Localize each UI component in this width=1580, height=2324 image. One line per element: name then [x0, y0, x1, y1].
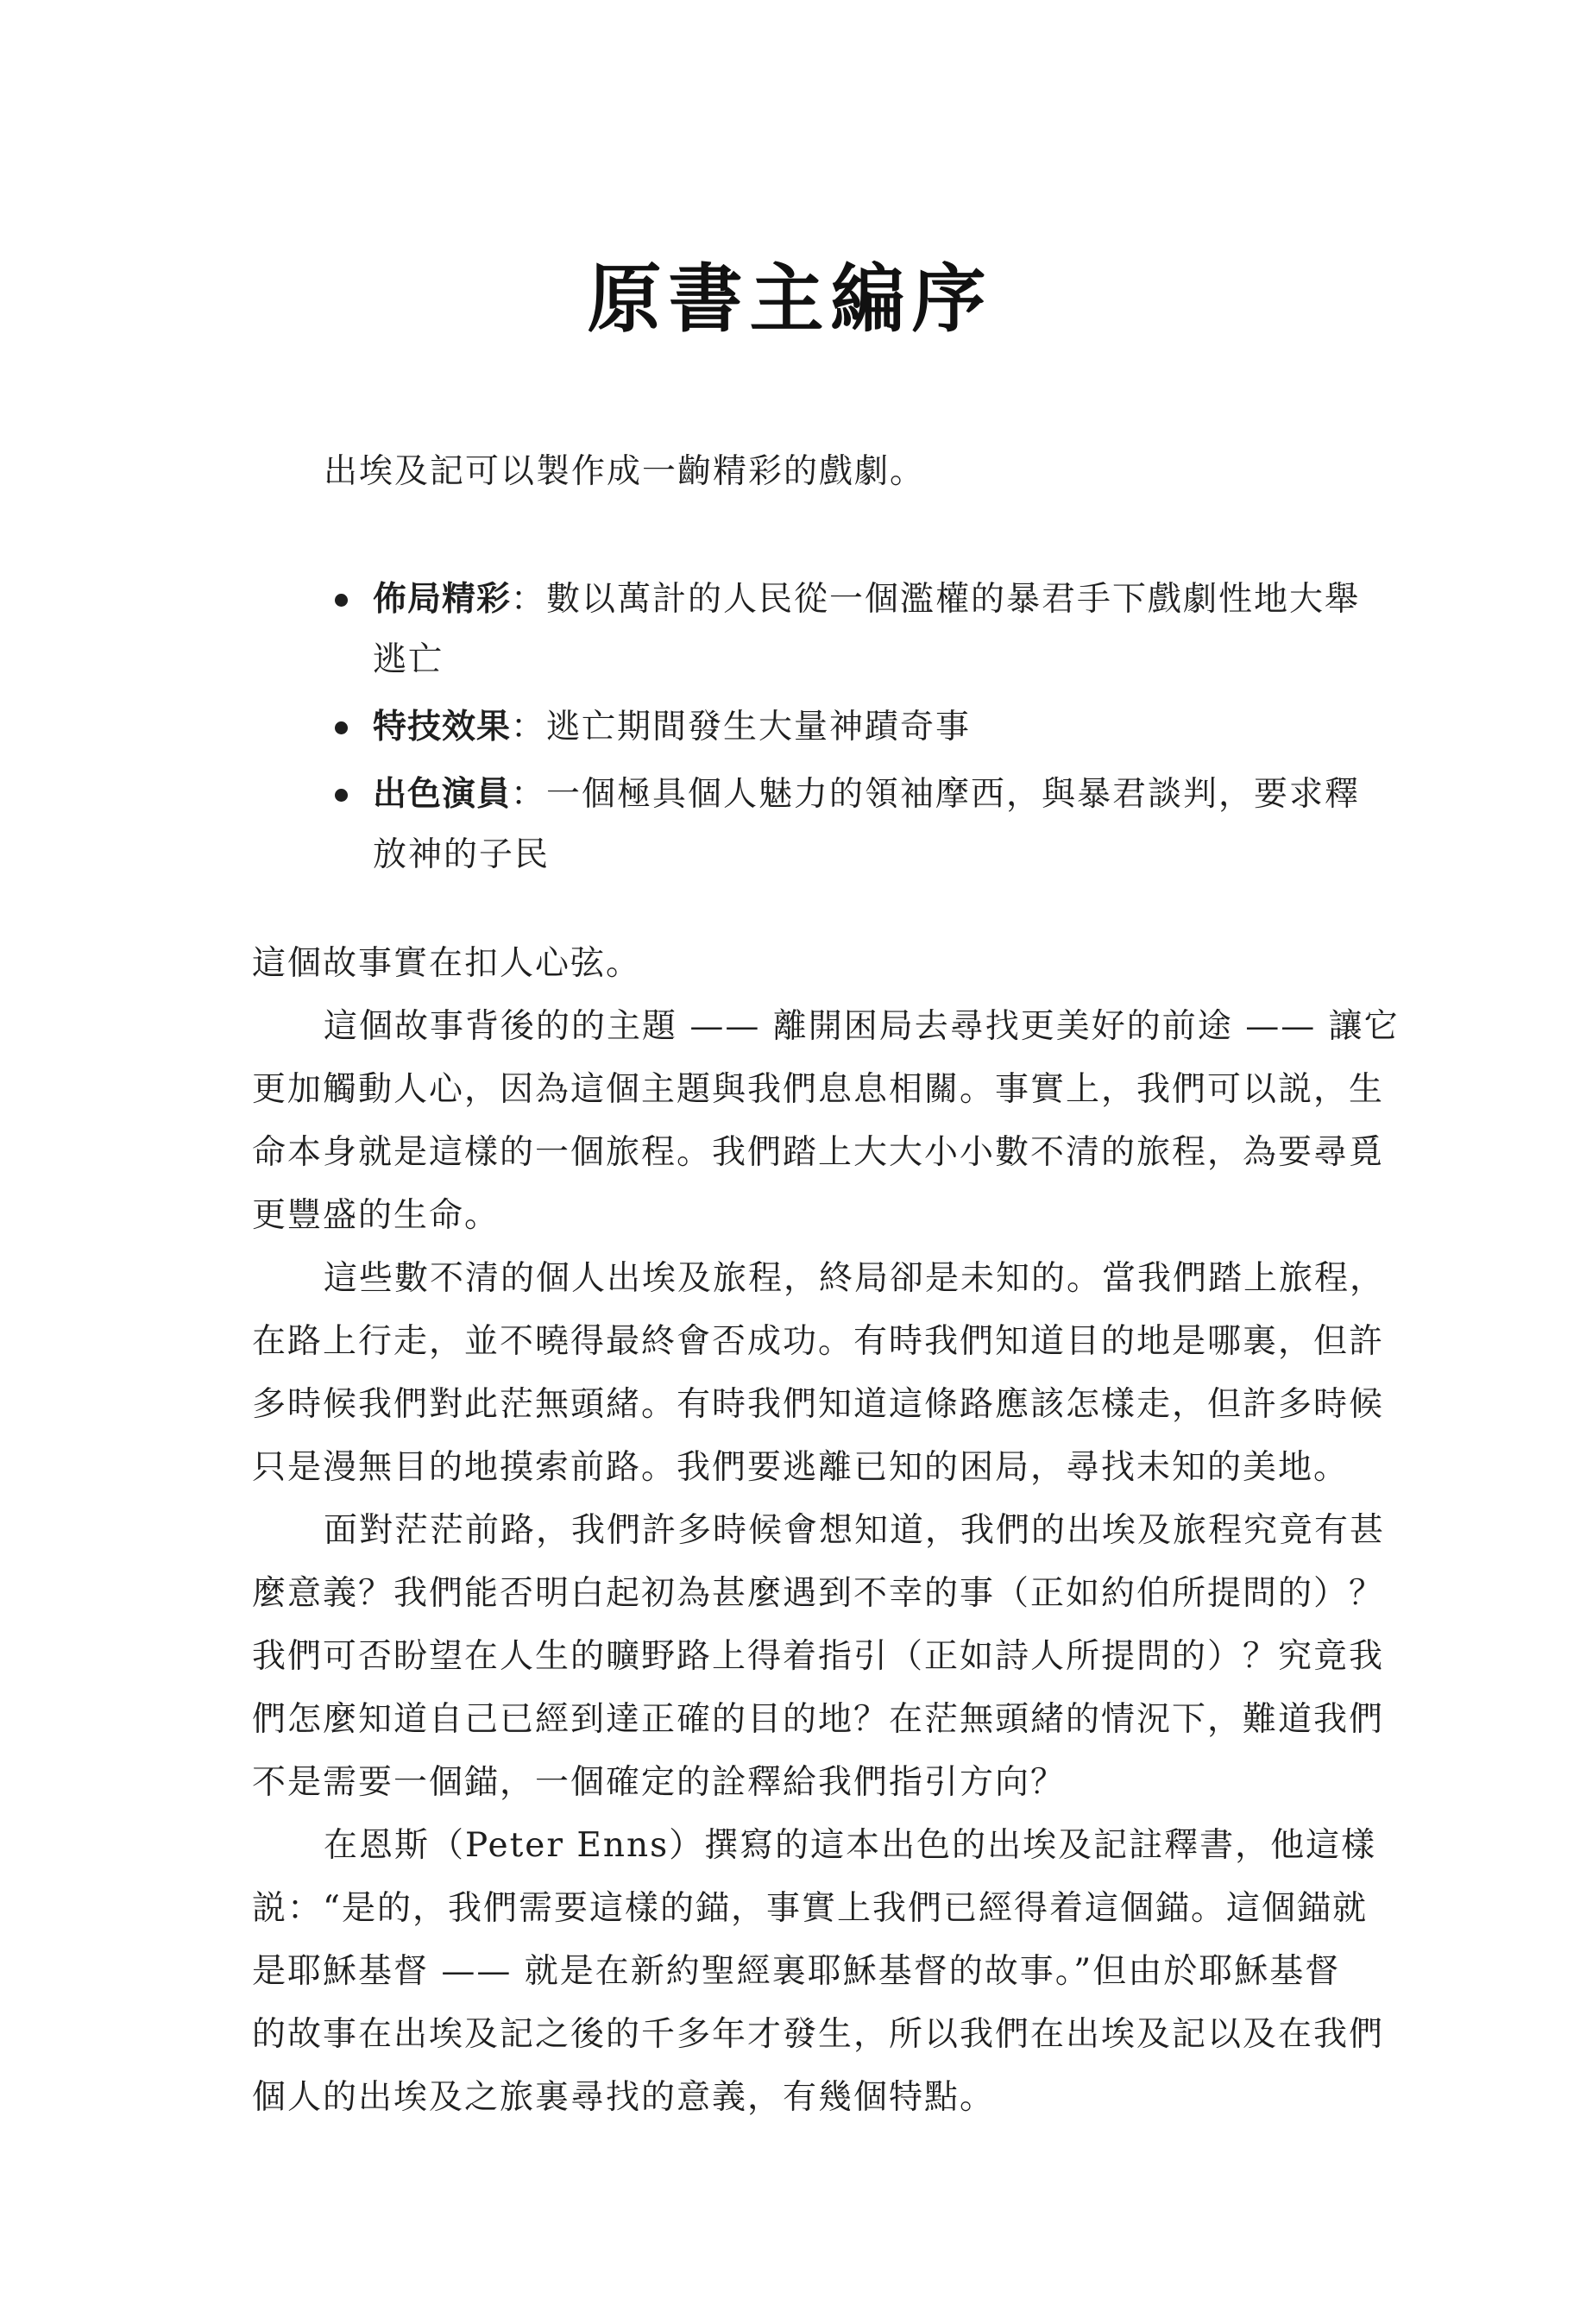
body-text — [252, 932, 1400, 2129]
bullet-item — [328, 570, 1360, 690]
body-line: 面對茫茫前路，我們許多時候會想知道，我們的出埃及旅程究竟有甚 — [324, 1511, 1386, 1550]
bullet-text: ：數以萬計的人民從一個濫權的暴君手下戲劇性地大舉 — [511, 580, 1361, 619]
bullet-dot-icon — [335, 789, 348, 802]
body-line: 多時候我們對此茫無頭緒。有時我們知道這條路應該怎樣走，但許多時候 — [252, 1385, 1385, 1424]
body-line: 更加觸動人心，因為這個主題與我們息息相關。事實上，我們可以説，生 — [252, 1070, 1385, 1109]
bullet-line: 逃亡 — [373, 640, 444, 679]
body-line: 更豐盛的生命。 — [252, 1196, 500, 1235]
body-line: 這個故事實在扣人心弦。 — [252, 944, 642, 983]
bullet-text: ：逃亡期間發生大量神蹟奇事 — [511, 708, 972, 746]
bullet-list — [328, 570, 1360, 892]
body-line: 這些數不清的個人出埃及旅程，終局卻是未知的。當我們踏上旅程， — [324, 1259, 1386, 1298]
body-line: 在路上行走，並不曉得最終會否成功。有時我們知道目的地是哪裏，但許 — [252, 1322, 1385, 1361]
body-line: 説：“是的，我們需要這樣的錨，事實上我們已經得着這個錨。這個錨就 — [252, 1889, 1368, 1928]
bullet-term: 佈局精彩 — [373, 580, 512, 619]
bullet-term: 特技效果 — [373, 708, 512, 746]
bullet-item — [328, 697, 1360, 758]
bullet-dot-icon — [335, 594, 348, 607]
bullet-line — [373, 570, 1360, 630]
bullet-dot-icon — [335, 721, 348, 734]
body-line: 這個故事背後的的主題 —— 離開困局去尋找更美好的前途 —— 讓它 — [324, 1007, 1400, 1046]
page-title: 原書主編序 — [587, 256, 993, 343]
body-line: 個人的出埃及之旅裏尋找的意義，有幾個特點。 — [252, 2078, 996, 2117]
body-line: 是耶穌基督 —— 就是在新約聖經裏耶穌基督的故事。”但由於耶穌基督 — [252, 1952, 1341, 1991]
body-line: 的故事在出埃及記之後的千多年才發生，所以我們在出埃及記以及在我們 — [252, 2015, 1385, 2054]
body-line: 只是漫無目的地摸索前路。我們要逃離已知的困局，尋找未知的美地。 — [252, 1448, 1350, 1487]
body-line: 麼意義？我們能否明白起初為甚麼遇到不幸的事（正如約伯所提問的）？ — [252, 1574, 1385, 1613]
body-line: 在恩斯（Peter Enns）撰寫的這本出色的出埃及記註釋書，他這樣 — [324, 1826, 1377, 1865]
body-line: 我們可否盼望在人生的曠野路上得着指引（正如詩人所提問的）？究竟我 — [252, 1637, 1385, 1676]
body-line: 們怎麼知道自己已經到達正確的目的地？在茫無頭緒的情況下，難道我們 — [252, 1700, 1385, 1739]
bullet-item — [328, 765, 1360, 885]
bullet-line — [373, 697, 1360, 758]
bullet-term: 出色演員 — [373, 775, 512, 814]
body-line: 命本身就是這樣的一個旅程。我們踏上大大小小數不清的旅程，為要尋覓 — [252, 1133, 1385, 1172]
body-line: 不是需要一個錨，一個確定的詮釋給我們指引方向？ — [252, 1763, 1067, 1802]
bullet-text: ：一個極具個人魅力的領袖摩西，與暴君談判，要求釋 — [511, 775, 1361, 814]
intro-paragraph: 出埃及記可以製作成一齣精彩的戲劇。 — [324, 452, 926, 491]
bullet-line: 放神的子民 — [373, 835, 551, 874]
bullet-line — [373, 765, 1360, 825]
